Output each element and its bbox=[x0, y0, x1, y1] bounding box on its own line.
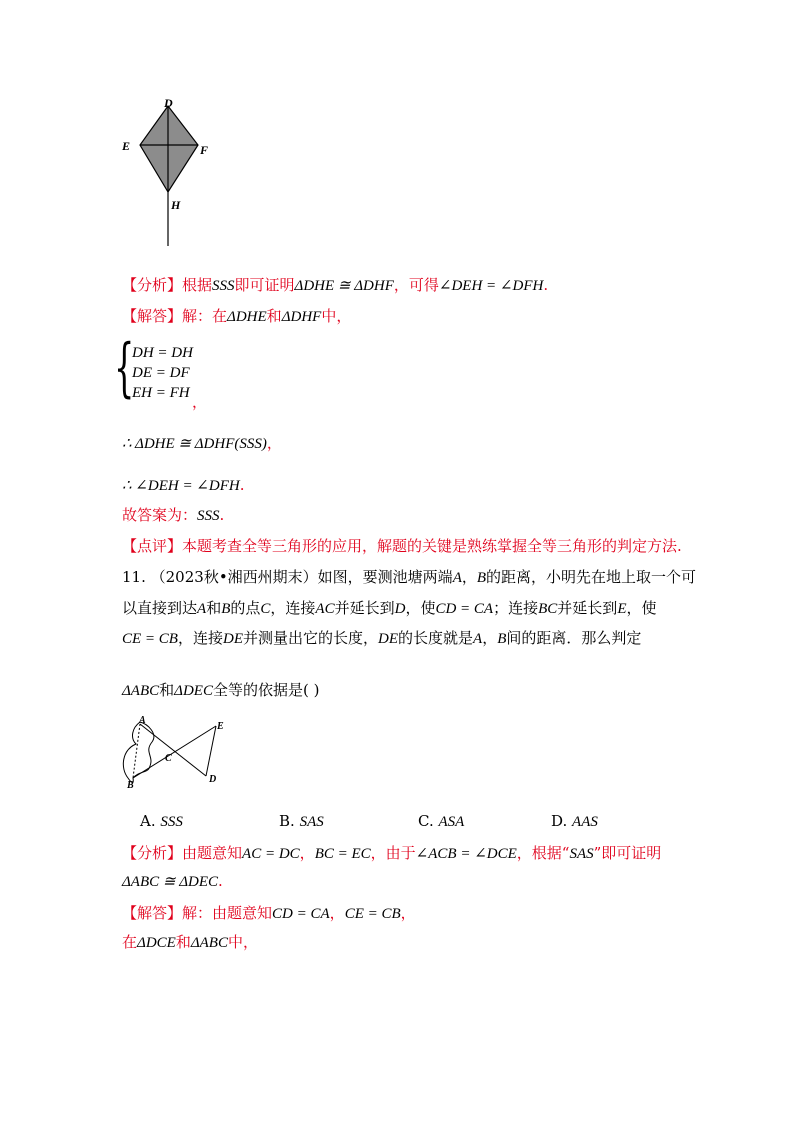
p10-solution: 【解答】解：在ΔDHE和ΔDHF中， bbox=[122, 307, 352, 325]
p10-therefore-2: ∴ ∠DEH = ∠DFH. bbox=[122, 476, 245, 494]
segment-be bbox=[133, 726, 216, 778]
segment-ab bbox=[133, 724, 140, 778]
segment-ed bbox=[206, 726, 216, 776]
system-brace: { bbox=[114, 331, 135, 405]
q11-line-1: 11. （2023秋•湘西州期末）如图，要测池塘两端A，B的距离，小明先在地上取一个可 bbox=[122, 568, 697, 586]
q11-solution: 【解答】解：由题意知CD = CA，CE = CB， bbox=[122, 904, 416, 922]
q11-analysis-cont: ΔABC ≅ ΔDEC. bbox=[122, 872, 223, 890]
kite-figure bbox=[118, 94, 218, 254]
option-a[interactable]: A. SSS bbox=[140, 812, 183, 830]
system-comma: ， bbox=[192, 393, 208, 411]
label-e: E bbox=[122, 139, 131, 153]
option-d[interactable]: D. AAS bbox=[551, 812, 598, 830]
p10-answer: 故答案为：SSS. bbox=[122, 506, 225, 524]
q11-line-4: ΔABC和ΔDEC全等的依据是( ) bbox=[122, 681, 320, 699]
label-c: C bbox=[165, 753, 172, 764]
option-b[interactable]: B. SAS bbox=[279, 812, 324, 830]
solution-tag: 【解答】 bbox=[122, 307, 183, 325]
label-d: D bbox=[209, 774, 217, 785]
solution-tag: 【解答】 bbox=[122, 904, 183, 922]
comment-tag: 【点评】 bbox=[122, 537, 183, 555]
p10-comment: 【点评】本题考查全等三角形的应用，解题的关键是熟练掌握全等三角形的判定方法. bbox=[122, 537, 682, 555]
label-d: D bbox=[164, 96, 173, 110]
system-equations: DH = DH DE = DF EH = FH bbox=[132, 345, 193, 401]
label-b: B bbox=[127, 780, 134, 791]
label-a: A bbox=[139, 715, 146, 726]
label-h: H bbox=[171, 198, 181, 212]
pond-figure bbox=[118, 712, 228, 794]
label-f: F bbox=[200, 143, 209, 157]
p10-analysis: 【分析】根据SSS即可证明ΔDHE ≅ ΔDHF，可得∠DEH = ∠DFH. bbox=[122, 276, 549, 294]
q11-line-3: CE = CB，连接DE并测量出它的长度，DE的长度就是A，B间的距离．那么判定 bbox=[122, 629, 642, 647]
kite-shape bbox=[140, 106, 198, 192]
q11-analysis: 【分析】由题意知AC = DC，BC = EC，由于∠ACB = ∠DCE，根据“SAS”即可证明 bbox=[122, 844, 662, 862]
analysis-tag: 【分析】 bbox=[122, 844, 183, 862]
option-c[interactable]: C. ASA bbox=[418, 812, 465, 830]
label-e: E bbox=[217, 721, 224, 732]
analysis-tag: 【分析】 bbox=[122, 276, 183, 294]
q11-in-triangles: 在ΔDCE和ΔABC中， bbox=[122, 933, 258, 951]
q11-line-2: 以直接到达A和B的点C，连接AC并延长到D，使CD = CA；连接BC并延长到E，使 bbox=[122, 599, 657, 617]
segment-ad bbox=[140, 724, 206, 776]
p10-therefore-1: ∴ ΔDHE ≅ ΔDHF(SSS)， bbox=[122, 434, 282, 452]
